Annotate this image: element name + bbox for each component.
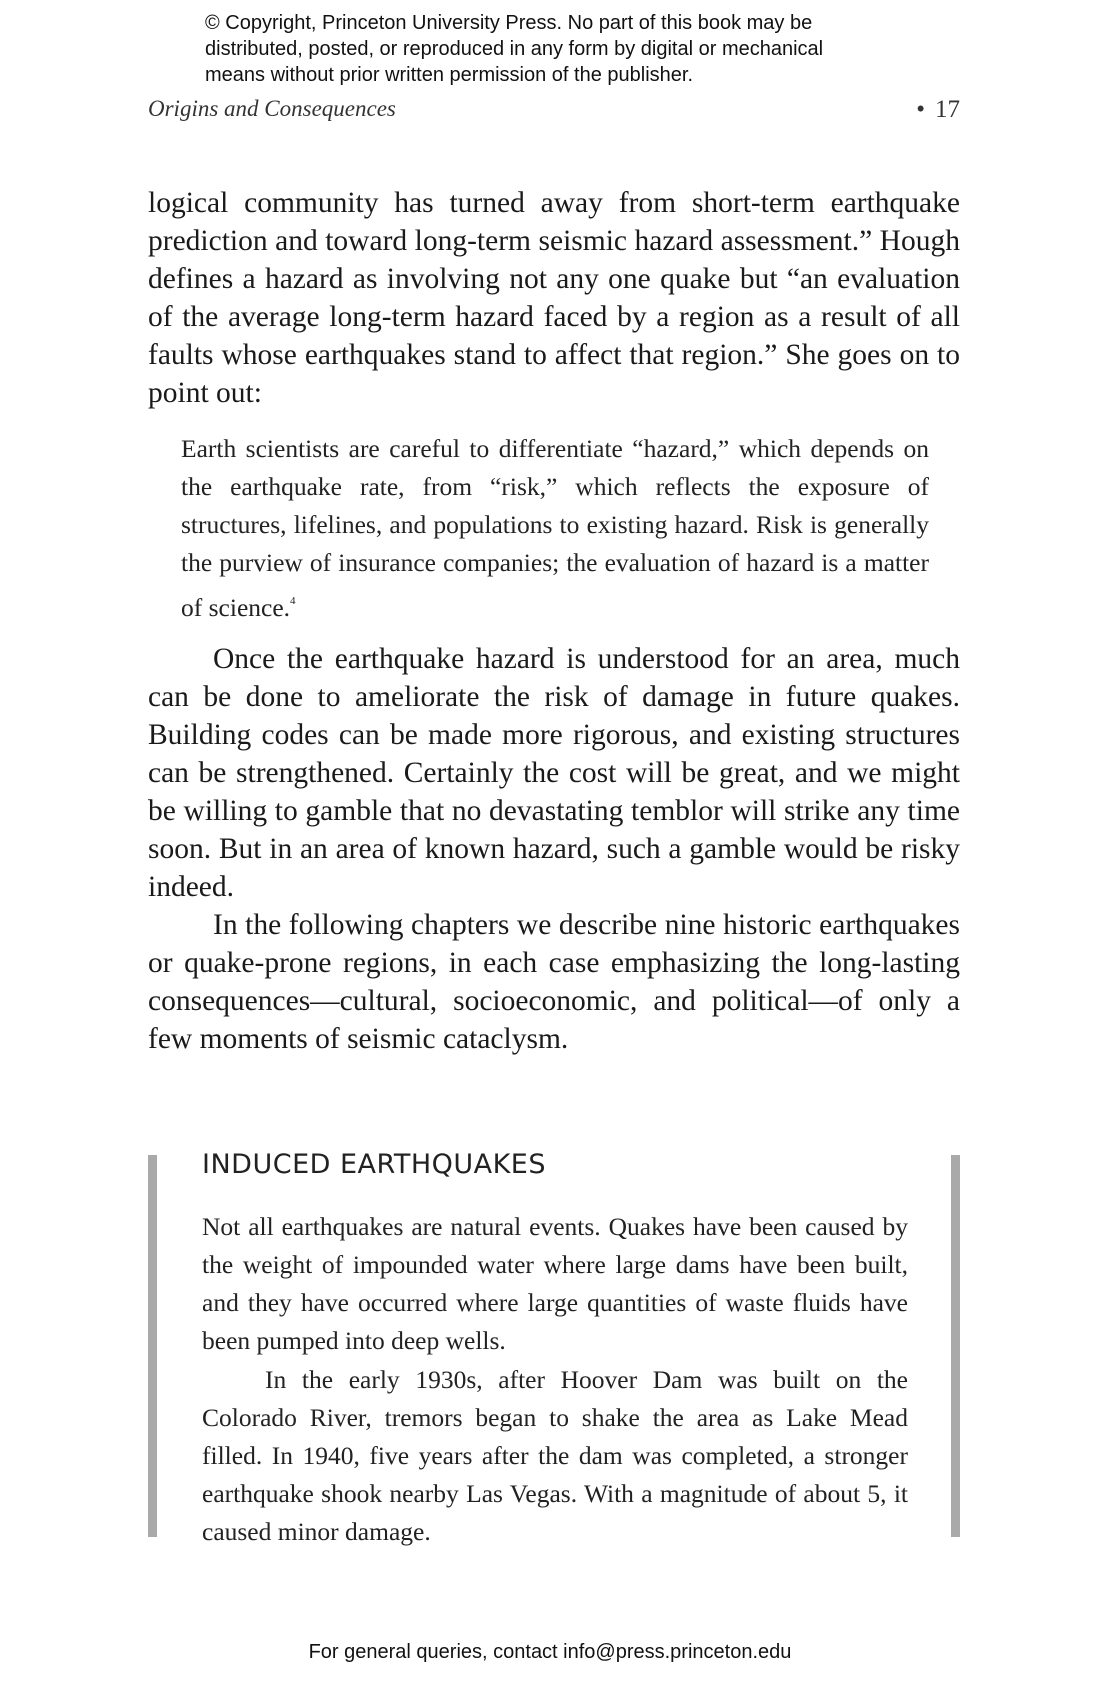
footnote-marker: 4 <box>290 595 296 607</box>
running-head-title: Origins and Consequences <box>148 96 396 121</box>
copyright-notice <box>205 10 965 88</box>
sidebar-heading: INDUCED EARTHQUAKES <box>202 1149 547 1180</box>
footer-contact: For general queries, contact info@press.princeton.edu <box>308 1641 792 1663</box>
sidebar-rule-left <box>148 1155 157 1537</box>
sidebar-paragraph-2: In the early 1930s, after Hoover Dam was built on the Colorado River, tremors began to shake the area as Lake Mead filled. In 1940, five years after the dam was completed, a stronger earthquake shook nearby Las Vegas. With a magnitude of about 5, it caused minor damage. <box>202 1365 908 1546</box>
body-paragraph-2: Once the earthquake hazard is understood for an area, much can be done to ameliorate the risk of damage in future quakes. Building codes can be made more rigorous, and existing structures can be strengthened. Certainly the cost will be great, and we might be willing to gamble that no devastating temblor will strike any time soon. But in an area of known hazard, such a gamble would be risky indeed. <box>148 643 960 903</box>
block-quote-text: Earth scientists are careful to differentiate “hazard,” which depends on the earthquake rate, from “risk,” which reflects the exposure of structures, lifelines, and populations to existing hazard. Risk is generally the purview of insurance companies; the evaluation of hazard is a matter of science. <box>181 434 929 622</box>
copyright-line-3: means without prior written permission of the publisher. <box>205 64 694 86</box>
sidebar-paragraph-1: Not all earthquakes are natural events. Quakes have been caused by the weight of impounded water where large dams have been built, and they have occurred where large quantities of waste fluids have been pumped into deep wells. <box>202 1212 908 1355</box>
page-number: 17 <box>935 96 960 123</box>
body-paragraph-3: In the following chapters we describe nine historic earthquakes or quake-prone regions, in each case emphasizing the long-lasting consequences—cultural, socioeconomic, and political—of only a few moments of seismic cataclysm. <box>148 909 960 1055</box>
folio-bullet: • <box>916 96 925 123</box>
copyright-line-2: distributed, posted, or reproduced in any form by digital or mechanical <box>205 38 824 60</box>
running-head <box>148 96 960 130</box>
page-folio <box>916 96 960 124</box>
block-quote <box>181 430 929 627</box>
body-paragraph-1: logical community has turned away from short-term earthquake prediction and toward long-term seismic hazard assessment.” Hough defines a hazard as involving not any one quake but “an evaluation of the average long-term hazard faced by a region as a result of all faults whose earthquakes stand to affect that region.” She goes on to point out: <box>148 187 960 409</box>
sidebar-rule-right <box>951 1155 960 1537</box>
copyright-line-1: © Copyright, Princeton University Press. No part of this book may be <box>205 12 813 34</box>
